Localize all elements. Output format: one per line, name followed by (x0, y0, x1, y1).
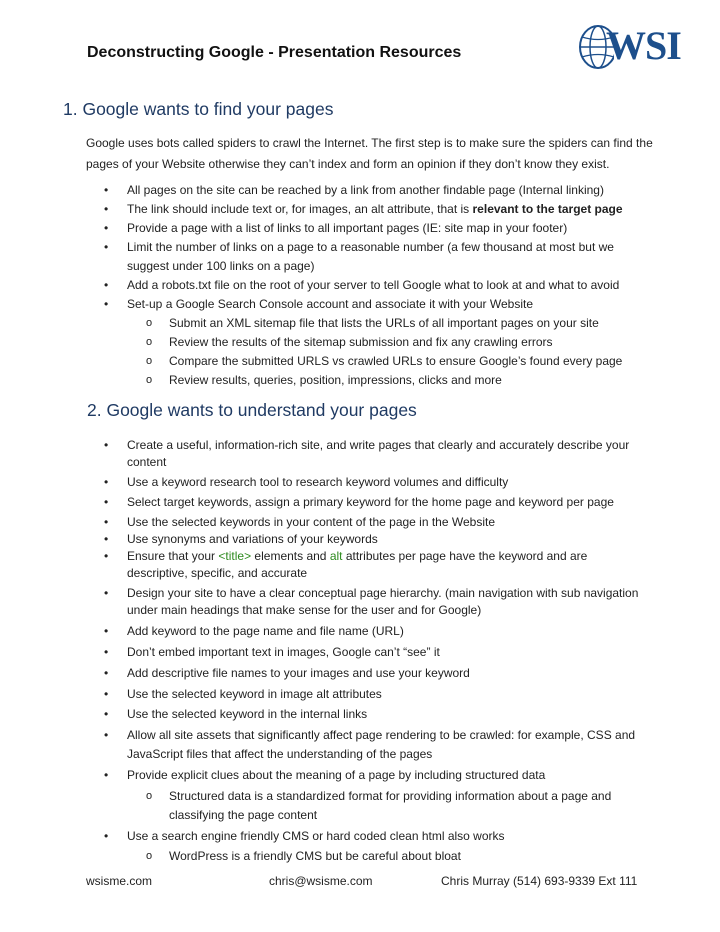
footer-website: wsisme.com (86, 874, 153, 888)
section1-intro: Google uses bots called spiders to crawl the Internet. The first step is to make sure the spiders can find the pages of your Website otherwise they can’t index and form an opinion if they don’t know they exist. (86, 136, 653, 171)
page-title: Deconstructing Google - Presentation Resources (87, 44, 462, 61)
list-item: • Use the selected keyword in image alt attributes (0, 686, 720, 703)
list-item: • Select target keywords, assign a primary keyword for the home page and keyword per page (0, 494, 720, 511)
footer-email: chris@wsisme.com (269, 874, 373, 888)
list-item: • Add descriptive file names to your images and use your keyword (0, 665, 720, 682)
section1-list (0, 181, 720, 390)
list-item: • Use a search engine friendly CMS or hard coded clean html also works (0, 828, 720, 845)
list-item: • Provide explicit clues about the meaning of a page by including structured data (0, 767, 720, 784)
list-item: • Use the selected keyword in the internal links (0, 706, 720, 723)
section2-list (0, 437, 720, 868)
list-item: • Create a useful, information-rich site, and write pages that clearly and accurately describe your content (0, 437, 720, 471)
list-item: • Add keyword to the page name and file name (URL) (0, 623, 720, 640)
list-item: • Use a keyword research tool to research keyword volumes and difficulty (0, 474, 720, 491)
list-item: • Design your site to have a clear conceptual page hierarchy. (main navigation with sub navigation under main headings that make sense for the user and for Google) (0, 585, 720, 619)
wsi-logo (576, 22, 694, 72)
list-item: • Use the selected keywords in your content of the page in the Website (0, 514, 720, 531)
footer-contact: Chris Murray (514) 693-9339 Ext 111 (441, 874, 638, 888)
section1-heading: 1. Google wants to find your pages (63, 99, 334, 119)
list-item: • Use synonyms and variations of your keywords (0, 531, 720, 548)
bold-emphasis: relevant to the target page (472, 202, 623, 216)
sub-list-item: o Review the results of the sitemap submission and fix any crawling errors (0, 333, 720, 352)
list-item: • Ensure that your <title> elements and alt attributes per page have the keyword and are descriptive, specific, and accurate (0, 548, 720, 582)
list-item: • Don’t embed important text in images, Google can’t “see” it (0, 644, 720, 661)
list-item: • Limit the number of links on a page to a reasonable number (a few thousand at most but we suggest under 100 links on a page) (0, 238, 720, 276)
list-item: • Set-up a Google Search Console account and associate it with your Website (0, 295, 720, 314)
list-item: • The link should include text or, for images, an alt attribute, that is relevant to the target page (0, 200, 720, 219)
sub-list-item: o Review results, queries, position, impressions, clicks and more (0, 371, 720, 390)
list-item: • Allow all site assets that significantly affect page rendering to be crawled: for example, CSS and JavaScript files that affect the understanding of the pages (0, 726, 720, 764)
logo-text: WSI (606, 23, 681, 68)
alt-highlight: alt (329, 549, 343, 563)
list-item: • Add a robots.txt file on the root of your server to tell Google what to look at and what to avoid (0, 276, 720, 295)
sub-list-item: o Submit an XML sitemap file that lists the URLs of all important pages on your site (0, 314, 720, 333)
title-tag-highlight: <title> (218, 549, 252, 563)
sub-list-item: o WordPress is a friendly CMS but be careful about bloat (0, 848, 720, 865)
list-item: • Provide a page with a list of links to all important pages (IE: site map in your footer) (0, 219, 720, 238)
section2-heading: 2. Google wants to understand your pages (87, 400, 417, 420)
sub-list-item: o Structured data is a standardized format for providing information about a page and classifying the page content (0, 787, 720, 825)
list-item: • All pages on the site can be reached by a link from another findable page (Internal linking) (0, 181, 720, 200)
sub-list-item: o Compare the submitted URLS vs crawled URLs to ensure Google’s found every page (0, 352, 720, 371)
